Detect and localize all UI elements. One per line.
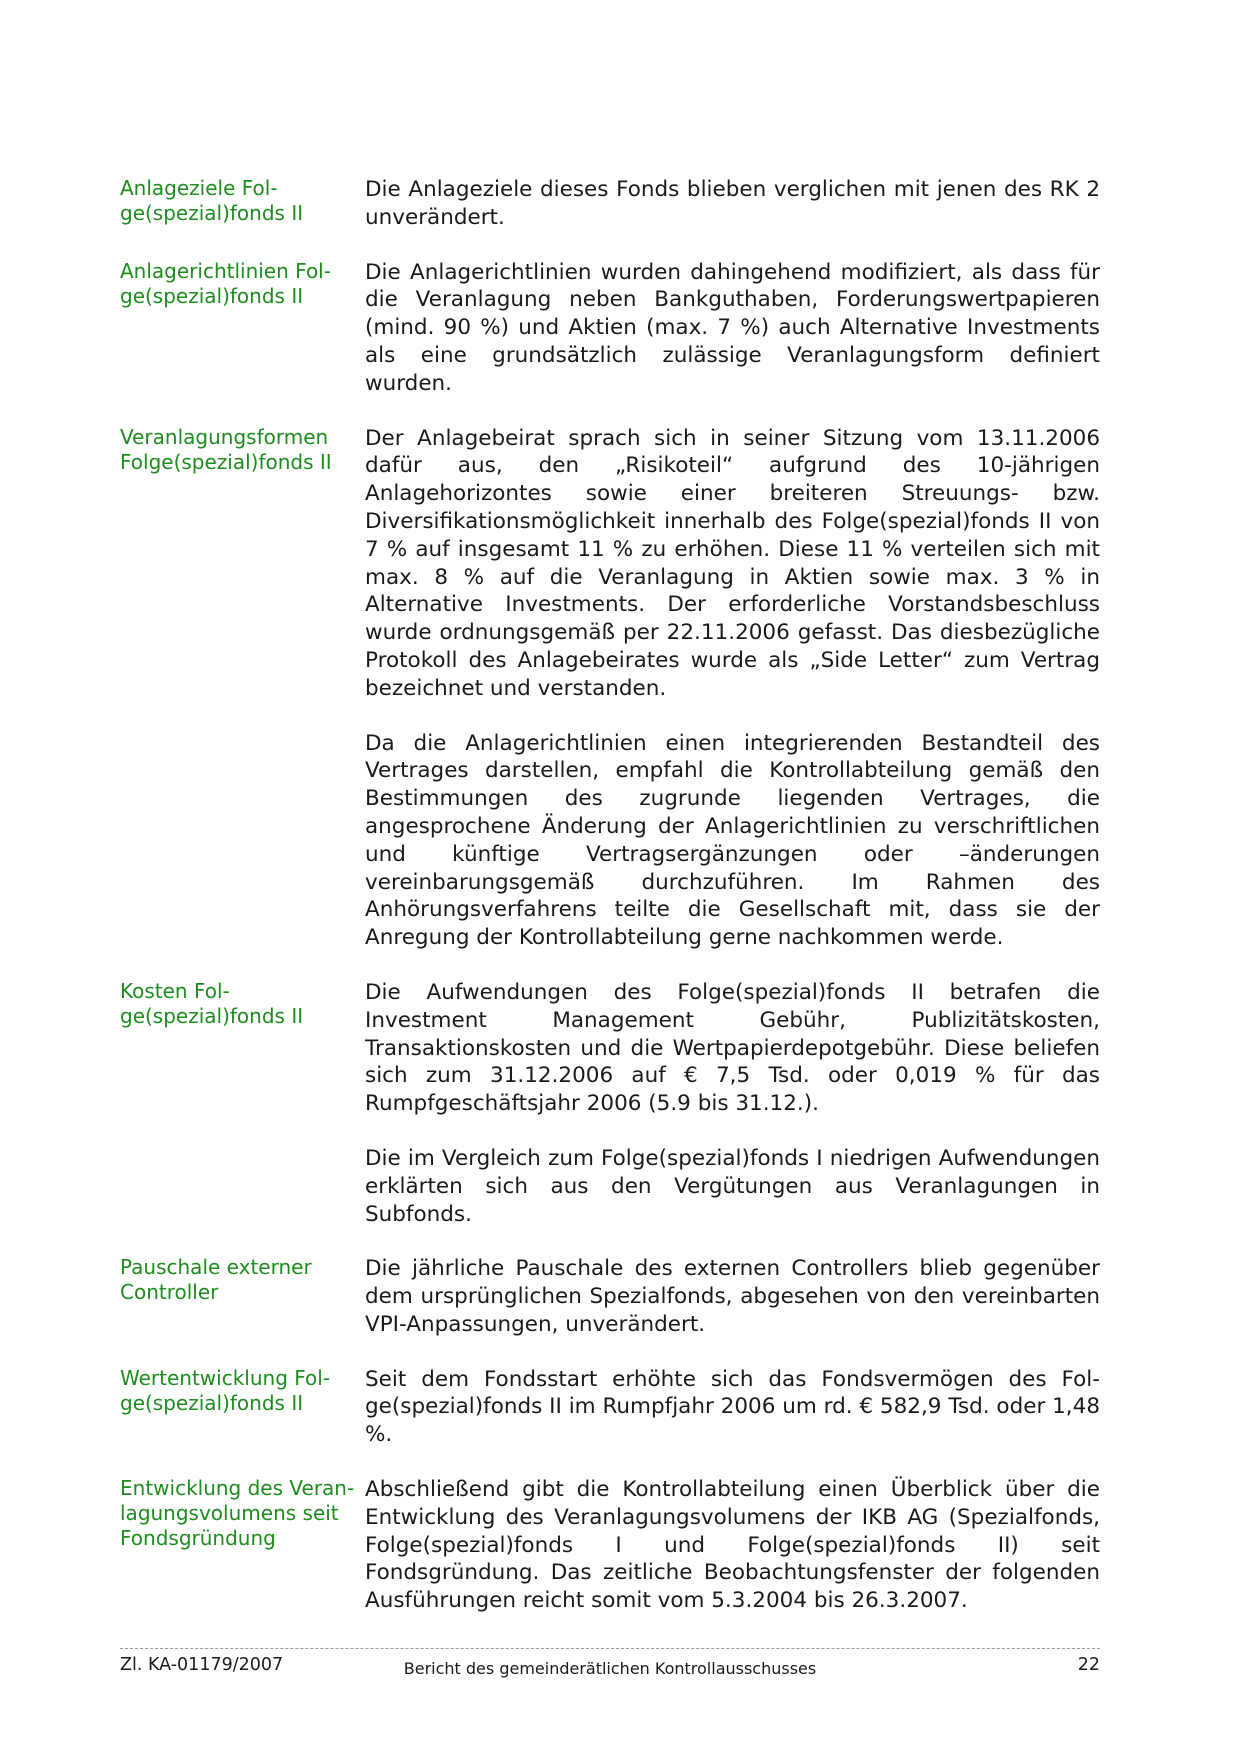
body-paragraph: Die Anlageziele dieses Fonds blieben verglichen mit jenen des RK 2 unverändert. — [365, 177, 1100, 230]
margin-heading: Entwicklung des Veran- lagungsvolumens seit Fondsgründung — [120, 1476, 355, 1551]
body-paragraph: Der Anlagebeirat sprach sich in seiner Sitzung vom 13.11.2006 dafür aus, den „Risikoteil“ aufgrund des 10-jährigen Anlagehorizontes sowie einer breiteren Streuungs- bzw. Diversifikationsmöglichkeit innerhalb des Folge(spezial)fonds II von 7 % auf insgesamt 11 % zu erhöhen. Diese 11 % verteilen sich mit max. 8 % auf die Veranlagung in Aktien sowie max. 3 % in Alternative Investments. Der erforderliche Vorstandsbeschluss wurde ordnungsgemäß per 22.11.2006 gefasst. Das diesbezügliche Protokoll des Anlagebeirates wurde als „Side Letter“ zum Vertrag bezeichnet und verstanden. — [365, 425, 1100, 701]
section-body — [365, 979, 1100, 1228]
body-paragraph: Die Aufwendungen des Folge(spezial)fonds II betrafen die Investment Management Gebühr, Publizitätskosten, Transaktionskosten und die Wertpapierdepotgebühr. Diese beliefen sich zum 31.12.2006 auf € 7,5 Tsd. oder 0,019 % für das Rumpfgeschäftsjahr 2006 (5.9 bis 31.12.). — [365, 979, 1100, 1117]
report-content — [120, 176, 1100, 1642]
report-section — [120, 1255, 1100, 1338]
margin-heading: Veranlagungsformen Folge(spezial)fonds II — [120, 424, 332, 474]
report-section — [120, 176, 1100, 232]
section-body — [365, 1476, 1100, 1615]
footer-reference: Zl. KA-01179/2007 — [120, 1655, 284, 1675]
body-paragraph: Die Anlagerichtlinien wurden dahingehend modifiziert, als dass für die Veranlagung neben Bankguthaben, Forderungswertpapieren (mind. 90 %) und Aktien (max. 7 %) auch Alternative Investments als eine grundsätzlich zulässige Veranlagungsform definiert wurden. — [365, 259, 1100, 396]
body-paragraph: Die jährliche Pauschale des externen Controllers blieb gegenüber dem ursprünglichen Spezialfonds, abgesehen von den vereinbarten VPI-Anpassungen, unverändert. — [365, 1256, 1100, 1337]
page-number: 22 — [1077, 1655, 1100, 1675]
body-paragraph: Abschließend gibt die Kontrollabteilung einen Überblick über die Entwicklung des Veranlagungsvolumens der IKB AG (Spezialfonds, Folge(spezial)fonds I und Folge(spezial)fonds II) seit Fondsgründung. Das zeitliche Beobachtungsfenster der folgenden Ausführungen reicht somit vom 5.3.2004 bis 26.3.2007. — [365, 1477, 1100, 1614]
section-body — [365, 425, 1100, 952]
footer-title: Bericht des gemeinderätlichen Kontrollausschusses — [403, 1659, 817, 1678]
section-body — [365, 259, 1100, 398]
section-body — [365, 1366, 1100, 1449]
body-paragraph: Da die Anlagerichtlinien einen integrierenden Bestandteil des Vertrages darstellen, empfahl die Kontrollabteilung gemäß den Bestimmungen des zugrunde liegenden Vertrages, die angesprochene Änderung der Anlagerichtlinien zu verschriftlichen und künftige Vertragsergänzungen oder –änderungen vereinbarungsgemäß durchzuführen. Im Rahmen des Anhörungsverfahrens teilte die Gesellschaft mit, dass sie der Anregung der Kontrollabteilung gerne nachkommen werde. — [365, 730, 1100, 951]
page-footer — [120, 1648, 1100, 1678]
report-section — [120, 979, 1100, 1228]
margin-heading: Anlagerichtlinien Fol- ge(spezial)fonds II — [120, 258, 331, 308]
margin-heading: Pauschale externer Controller — [120, 1255, 312, 1305]
report-section — [120, 1476, 1100, 1615]
body-paragraph: Die im Vergleich zum Folge(spezial)fonds I niedrigen Aufwendungen erklärten sich aus den Vergütungen aus Veranlagungen in Subfonds. — [365, 1145, 1100, 1227]
body-paragraph: Seit dem Fondsstart erhöhte sich das Fondsvermögen des Folge(spezial)fonds II im Rumpfjahr 2006 um rd. € 582,9 Tsd. oder 1,48 %. — [365, 1366, 1100, 1448]
margin-heading: Anlageziele Fol- ge(spezial)fonds II — [120, 176, 304, 225]
footer-divider — [120, 1648, 1100, 1649]
report-section — [120, 425, 1100, 952]
report-section — [120, 1366, 1100, 1449]
report-section — [120, 259, 1100, 398]
margin-heading: Kosten Fol- ge(spezial)fonds II — [120, 978, 304, 1028]
margin-heading: Wertentwicklung Fol- ge(spezial)fonds II — [120, 1365, 331, 1415]
section-body — [365, 1255, 1100, 1338]
section-body — [365, 176, 1100, 232]
